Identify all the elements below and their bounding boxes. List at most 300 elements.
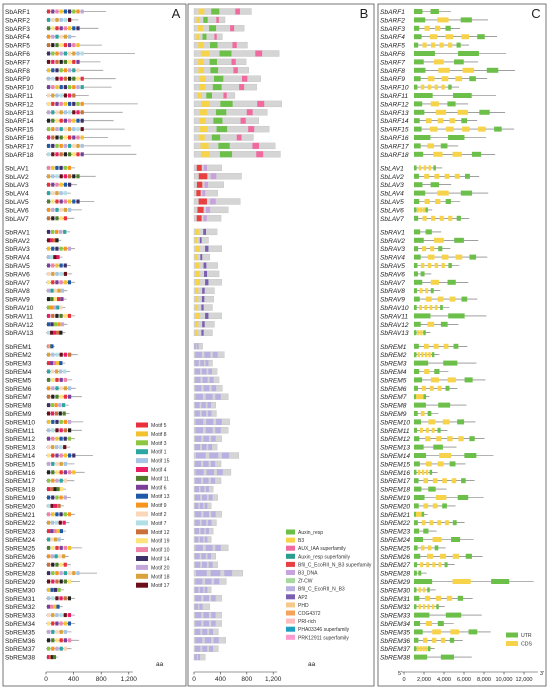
exon-box: [424, 394, 427, 399]
exon-box: [414, 554, 420, 559]
exon-box: [428, 76, 435, 81]
domain-box: [202, 562, 207, 568]
gene-label: SbARF13: [380, 109, 409, 117]
exon-box: [487, 68, 498, 73]
exon-box: [420, 288, 423, 293]
gene-label: SbREM23: [5, 528, 36, 536]
exon-box: [414, 85, 417, 90]
exon-box: [414, 93, 433, 98]
exon-box: [432, 604, 435, 609]
gene-label: SbARF3: [5, 25, 30, 33]
domain-box: [213, 84, 222, 90]
exon-box: [442, 76, 449, 81]
motif-box: [59, 361, 62, 365]
motif-box: [60, 127, 63, 131]
motif-box: [55, 94, 58, 98]
motif-box: [55, 280, 58, 284]
exon-box: [414, 143, 421, 148]
domain-box: [198, 42, 203, 48]
domain-box: [211, 511, 215, 517]
motif-box: [68, 208, 71, 212]
domain-box: [208, 553, 211, 559]
axis-tick-label: 400: [214, 676, 226, 683]
motif-legend-label: Motif 9: [151, 503, 167, 510]
gene-label: SbARF6: [5, 51, 30, 58]
exon-box: [432, 352, 435, 357]
domain-box: [202, 369, 207, 375]
motif-box: [68, 512, 71, 516]
exon-box: [433, 537, 442, 542]
domain-box: [201, 528, 205, 534]
domain-box: [195, 469, 203, 475]
gene-label: SbRAV5: [380, 263, 405, 270]
motif-box: [47, 571, 50, 575]
motif-box: [59, 412, 62, 416]
domain-legend-swatch: [286, 538, 295, 543]
exon-box: [414, 76, 421, 81]
motif-box: [50, 538, 53, 542]
motif-box: [47, 119, 50, 123]
motif-legend-swatch: [136, 565, 148, 570]
domain-box: [204, 271, 207, 277]
motif-box: [51, 94, 54, 98]
domain-box: [215, 394, 220, 400]
motif-box: [47, 370, 50, 374]
exon-box: [448, 43, 452, 48]
motif-box: [55, 353, 58, 357]
axis-end-label: 5': [398, 671, 403, 677]
domain-box: [202, 288, 204, 294]
motif-legend-swatch: [136, 440, 148, 445]
domain-box: [210, 199, 216, 205]
motif-box: [55, 622, 58, 626]
motif-box: [56, 605, 59, 609]
gene-label: SbRAV6: [5, 271, 30, 279]
exon-box: [414, 419, 421, 424]
exon-box: [448, 135, 464, 140]
gene-label: SbREM25: [380, 545, 411, 553]
motif-box: [51, 102, 54, 106]
motif-box: [55, 272, 58, 276]
domain-box: [220, 151, 232, 157]
exon-box: [457, 216, 461, 221]
domain-box: [203, 461, 208, 467]
motif-box: [54, 289, 57, 293]
motif-box: [68, 166, 71, 170]
domain-box: [195, 478, 201, 484]
domain-box: [199, 84, 205, 90]
exon-box: [434, 369, 439, 374]
motif-box: [51, 26, 54, 30]
exon-box: [417, 646, 420, 651]
gene-legend-swatch: [506, 641, 518, 646]
motif-box: [76, 144, 79, 148]
motif-box: [64, 580, 67, 584]
domain-box: [211, 9, 219, 15]
domain-box: [195, 444, 200, 450]
domain-box: [195, 503, 199, 509]
exon-box: [414, 503, 419, 508]
motif-box: [50, 344, 53, 348]
gene-label: SbARF1: [5, 9, 30, 16]
motif-box: [57, 297, 60, 301]
motif-box: [47, 403, 50, 407]
exon-box: [461, 191, 472, 196]
exon-box: [469, 76, 476, 81]
domain-box: [203, 612, 209, 618]
motif-box: [47, 35, 50, 39]
exon-box: [420, 207, 423, 212]
motif-box: [81, 110, 84, 114]
motif-box: [60, 479, 63, 483]
motif-box: [53, 255, 56, 259]
motif-box: [47, 102, 50, 106]
exon-box: [450, 638, 454, 643]
exon-box: [438, 562, 441, 567]
gene-label: SbREM8: [380, 402, 407, 410]
domain-box: [199, 76, 206, 82]
gene-label: SbLAV6: [380, 207, 404, 215]
gene-label: SbARF3: [380, 25, 405, 33]
motif-box: [55, 52, 58, 56]
gene-label: SbARF4: [5, 34, 30, 42]
domain-legend-swatch: [286, 530, 295, 535]
motif-box: [76, 174, 79, 178]
motif-box: [76, 52, 79, 56]
exon-box: [430, 246, 434, 251]
motif-box: [55, 521, 58, 525]
motif-box: [51, 174, 54, 178]
gene-label: SbREM6: [380, 385, 407, 393]
motif-box: [51, 200, 54, 204]
gene-label: SbREM11: [5, 427, 35, 435]
motif-box: [76, 136, 79, 140]
motif-box: [51, 127, 54, 131]
domain-box: [195, 629, 200, 635]
gene-label: SbREM2: [380, 352, 407, 360]
motif-box: [59, 596, 62, 600]
exon-box: [426, 118, 432, 123]
exon-box: [453, 520, 457, 525]
exon-box: [425, 596, 430, 601]
motif-box: [60, 43, 63, 47]
domain-box: [220, 101, 232, 107]
exon-box: [428, 411, 432, 416]
motif-box: [64, 136, 67, 140]
motif-box: [47, 127, 50, 131]
exon-box: [453, 579, 471, 584]
domain-box: [215, 427, 220, 433]
gene-label: SbLAV4: [5, 190, 29, 198]
exon-box: [448, 216, 452, 221]
motif-box: [51, 638, 54, 642]
exon-box: [441, 85, 444, 90]
exon-box: [446, 199, 451, 204]
exon-box: [414, 369, 419, 374]
motif-box: [51, 479, 54, 483]
domain-box: [195, 279, 199, 285]
gene-label: SbRAV11: [380, 313, 409, 321]
gene-label: SbRAV10: [380, 305, 409, 312]
exon-box: [414, 152, 423, 157]
exon-box: [448, 313, 464, 318]
motif-box: [47, 238, 50, 242]
domain-box: [203, 377, 208, 383]
exon-box: [438, 386, 442, 391]
motif-box: [68, 52, 71, 56]
motif-box: [51, 272, 54, 276]
exon-box: [414, 445, 424, 450]
exon-box: [436, 495, 447, 500]
motif-box: [50, 238, 53, 242]
motif-box: [47, 563, 50, 567]
exon-box: [425, 436, 430, 441]
motif-box: [55, 60, 58, 64]
motif-box: [54, 297, 57, 301]
gene-label: SbRAV12: [5, 321, 34, 329]
motif-box: [59, 314, 62, 318]
gene-label: SbRAV4: [5, 254, 30, 262]
motif-box: [47, 462, 50, 466]
domain-box: [196, 570, 207, 576]
motif-box: [64, 52, 67, 56]
exon-box: [421, 271, 425, 276]
exon-box: [478, 127, 486, 132]
motif-box: [81, 52, 84, 56]
motif-legend-label: Motif 6: [151, 485, 167, 492]
exon-box: [453, 152, 462, 157]
motif-box: [81, 144, 84, 148]
motif-box: [76, 60, 79, 64]
gene-label: SbRAV1: [5, 229, 30, 237]
exon-box: [425, 207, 428, 212]
motif-box: [47, 289, 50, 293]
motif-box: [51, 18, 54, 22]
gene-label: SbARF10: [5, 84, 34, 92]
motif-box: [60, 152, 63, 156]
domain-box: [204, 385, 210, 391]
domain-box: [201, 330, 203, 336]
domain-box: [209, 629, 213, 635]
domain-box: [208, 411, 212, 417]
gene-label: SbREM35: [5, 629, 36, 637]
axis-tick-label: 2,000: [417, 677, 431, 683]
motif-box: [59, 331, 62, 335]
domain-legend-swatch: [286, 562, 295, 567]
exon-box: [433, 165, 436, 170]
motif-box: [64, 35, 67, 39]
motif-box: [68, 136, 71, 140]
motif-box: [72, 94, 75, 98]
exon-box: [430, 127, 438, 132]
motif-box: [50, 297, 53, 301]
motif-box: [60, 35, 63, 39]
exon-box: [436, 436, 441, 441]
exon-box: [414, 238, 424, 243]
motif-box: [72, 174, 75, 178]
motif-box: [60, 630, 63, 634]
exon-box: [414, 110, 424, 115]
motif-box: [55, 102, 58, 106]
gene-label: SbLAV7: [380, 215, 404, 223]
exon-box: [432, 629, 441, 634]
domain-box: [205, 313, 208, 319]
gene-label: SbREM32: [5, 604, 36, 612]
exon-box: [423, 503, 428, 508]
motif-box: [59, 280, 62, 284]
motif-legend-label: Motif 17: [151, 583, 170, 590]
gene-label: SbREM21: [5, 511, 36, 519]
motif-box: [72, 110, 75, 114]
exon-box: [414, 621, 420, 626]
gene-label: SbREM5: [380, 377, 407, 385]
domain-box: [206, 528, 209, 534]
motif-box: [47, 200, 50, 204]
domain-box: [195, 637, 202, 643]
domain-box: [199, 173, 208, 179]
motif-box: [64, 166, 67, 170]
motif-box: [47, 538, 50, 542]
gene-label: SbARF5: [5, 42, 30, 50]
exon-box: [414, 313, 430, 318]
domain-box: [206, 419, 213, 425]
motif-box: [81, 127, 84, 131]
domain-box: [214, 637, 219, 643]
domain-legend-label: PRK12911 superfamily: [298, 635, 349, 642]
motif-legend-swatch: [136, 485, 148, 490]
exon-box: [414, 655, 427, 660]
motif-box: [47, 386, 50, 390]
gene-label: SbREM10: [380, 419, 411, 427]
motif-box: [64, 395, 67, 399]
domain-box: [197, 215, 202, 221]
exon-box: [426, 428, 429, 433]
exon-box: [421, 263, 424, 268]
gene-label: SbREM23: [380, 528, 411, 536]
domain-box: [224, 570, 232, 576]
exon-box: [423, 207, 426, 212]
motif-box: [68, 428, 71, 432]
domain-box: [239, 84, 244, 90]
motif-box: [51, 110, 54, 114]
motif-box: [51, 191, 54, 195]
gene-label: SbLAV7: [5, 215, 29, 223]
motif-box: [55, 546, 58, 550]
gene-label: SbREM22: [5, 520, 36, 528]
motif-legend-swatch: [136, 520, 148, 525]
gene-label: SbREM19: [380, 495, 411, 502]
motif-legend-label: Motif 11: [151, 476, 170, 483]
motif-box: [60, 174, 63, 178]
motif-box: [51, 208, 54, 212]
domain-box: [206, 427, 213, 433]
motif-legend-swatch: [136, 583, 148, 588]
gene-label: SbARF1: [380, 9, 405, 16]
exon-box: [431, 377, 439, 382]
domain-box: [241, 118, 246, 124]
motif-box: [55, 445, 58, 449]
motif-legend-label: Motif 4: [151, 467, 167, 474]
gene-label: SbARF11: [5, 93, 34, 100]
domain-box: [196, 34, 199, 40]
motif-box: [54, 538, 57, 542]
domain-box: [203, 229, 206, 235]
motif-box: [63, 521, 66, 525]
domain-box: [198, 25, 203, 31]
domain-box: [206, 394, 213, 400]
exon-box: [432, 638, 436, 643]
motif-box: [64, 247, 67, 251]
gene-legend-label: UTR: [521, 633, 532, 639]
motif-box: [51, 378, 54, 382]
motif-box: [47, 110, 50, 114]
motif-box: [47, 280, 50, 284]
motif-box: [72, 200, 75, 204]
domain-box: [195, 237, 197, 243]
domain-box: [200, 537, 203, 543]
motif-box: [55, 10, 58, 14]
gene-label: SbREM25: [5, 545, 36, 553]
motif-box: [68, 200, 71, 204]
domain-box: [211, 612, 215, 618]
exon-box: [454, 59, 464, 64]
motif-box: [51, 445, 54, 449]
domain-box: [195, 595, 201, 601]
motif-box: [57, 504, 60, 508]
motif-box: [47, 230, 50, 234]
motif-box: [47, 638, 50, 642]
exon-box: [430, 470, 433, 475]
motif-box: [55, 412, 58, 416]
domain-box: [205, 579, 211, 585]
gene-label: SbRAV5: [5, 263, 30, 270]
exon-box: [427, 322, 434, 327]
motif-box: [64, 563, 67, 567]
exon-box: [414, 453, 426, 458]
exon-box: [414, 246, 418, 251]
motif-box: [64, 647, 67, 651]
gene-label: SbREM1: [5, 343, 32, 351]
motif-box: [64, 216, 67, 220]
motif-box: [60, 378, 63, 382]
motif-box: [64, 94, 67, 98]
domain-box: [202, 321, 204, 327]
motif-box: [51, 370, 54, 374]
motif-box: [47, 208, 50, 212]
motif-box: [47, 216, 50, 220]
domain-box: [195, 486, 199, 492]
domain-legend-label: BfiI_C_EcoRII_N_B3: [298, 586, 345, 593]
domain-box: [205, 360, 208, 366]
motif-box: [47, 445, 50, 449]
motif-box: [51, 395, 54, 399]
motif-box: [47, 136, 50, 140]
domain-legend-swatch: [286, 570, 295, 575]
motif-box: [64, 152, 67, 156]
domain-box: [195, 385, 201, 391]
domain-box: [202, 411, 206, 417]
domain-box: [201, 51, 210, 57]
domain-box: [210, 42, 217, 48]
domain-box: [195, 288, 198, 294]
motif-legend-swatch: [136, 476, 148, 481]
motif-box: [59, 437, 62, 441]
motif-box: [68, 18, 71, 22]
gene-label: SbREM15: [5, 461, 36, 469]
gene-label: SbARF9: [5, 76, 30, 84]
motif-box: [55, 183, 58, 187]
domain-box: [222, 453, 229, 459]
